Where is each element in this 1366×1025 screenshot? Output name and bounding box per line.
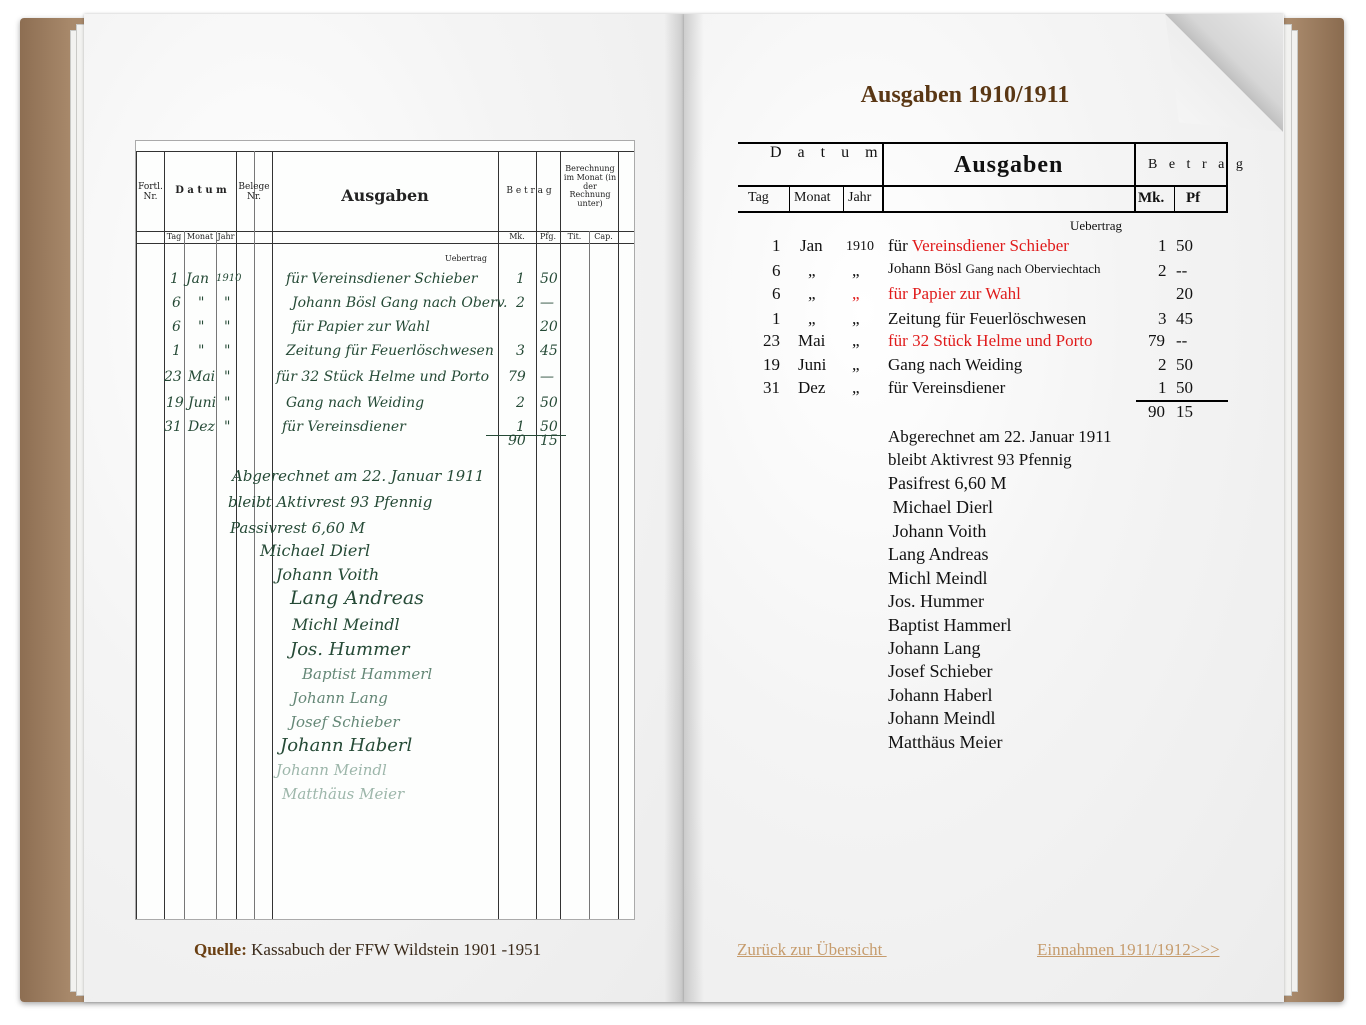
- scan-row-jahr: ": [224, 395, 231, 411]
- scan-header-pfg: Pfg.: [539, 232, 556, 241]
- table-cell-monat: Mai: [798, 331, 826, 350]
- scan-header-ausgaben: Ausgaben: [341, 186, 429, 205]
- scan-row-pf: 20: [540, 319, 558, 335]
- table-header-jahr: Jahr: [848, 190, 872, 205]
- scan-row-pf: 45: [540, 343, 558, 359]
- note-line: Matthäus Meier: [888, 732, 1003, 752]
- table-cell-monat: Jan: [800, 236, 823, 255]
- table-header-datum: D a t u m: [770, 144, 884, 161]
- scan-handwriting-line: bleibt Aktivrest 93 Pfennig: [228, 493, 433, 511]
- source-text: Kassabuch der FFW Wildstein 1901 -1951: [251, 940, 542, 959]
- source-caption: [194, 940, 541, 960]
- table-cell-pf: 50: [1176, 355, 1193, 374]
- table-cell-pf: 45: [1176, 309, 1193, 328]
- table-cell-pf: 50: [1176, 378, 1193, 397]
- scan-header-berechnung: Berechnung im Monat (in der Rechnung unter): [563, 164, 617, 209]
- scan-uebertrag: Uebertrag: [444, 254, 488, 263]
- scan-header-mk: Mk.: [509, 232, 525, 241]
- table-cell-text-small: Gang nach Oberviechtach: [965, 261, 1101, 276]
- table-header-monat: Monat: [794, 190, 831, 205]
- table-cell-jahr: „: [852, 378, 860, 397]
- note-line: Johann Voith: [888, 521, 987, 541]
- note-line: Michl Meindl: [888, 568, 988, 588]
- table-cell-text-red: für Papier zur Wahl: [888, 284, 1021, 303]
- table-total-mk: 90: [1148, 402, 1165, 421]
- table-row: [0, 309, 1366, 331]
- scan-header-tag: Tag: [166, 232, 182, 241]
- table-cell-tag: 6: [772, 261, 781, 280]
- scan-row-text: Zeitung für Feuerlöschwesen: [286, 343, 494, 359]
- table-cell-mk: 2: [1158, 355, 1167, 374]
- scan-row-pf: 50: [540, 395, 558, 411]
- table-cell-text: Gang nach Weiding: [888, 355, 1023, 374]
- scan-row-mk: 1: [516, 419, 525, 435]
- scan-header-tit: Tit.: [567, 232, 582, 241]
- table-header-pf: Pf: [1186, 190, 1201, 206]
- scan-row-text: für Vereinsdiener: [282, 419, 406, 435]
- scan-header-datum: D a t u m: [175, 185, 227, 196]
- scan-row-tag: 6: [172, 319, 181, 335]
- scan-row-monat: Dez: [188, 419, 215, 435]
- back-to-overview-link[interactable]: Zurück zur Übersicht: [737, 940, 887, 959]
- scan-row-jahr: ": [224, 419, 231, 435]
- table-cell-tag: 31: [763, 378, 780, 397]
- note-line: Lang Andreas: [888, 544, 989, 564]
- scan-row-pf: 50: [540, 271, 558, 287]
- table-cell-monat: „: [808, 284, 816, 303]
- scan-row-pf: —: [540, 369, 554, 385]
- scan-handwriting-line: Michael Dierl: [260, 541, 371, 560]
- note-line: Johann Haberl: [888, 685, 993, 705]
- scan-row-pf: 50: [540, 419, 558, 435]
- table-header-tag: Tag: [748, 190, 769, 205]
- scan-row-text: für Vereinsdiener Schieber: [286, 271, 478, 287]
- scan-row-monat: ": [198, 319, 205, 335]
- scan-header-fortl: Fortl. Nr.: [138, 182, 163, 202]
- scan-header-monat: Monat: [186, 232, 214, 241]
- scan-row-mk: 1: [516, 271, 525, 287]
- table-row: [0, 331, 1366, 353]
- note-line: Michael Dierl: [888, 497, 993, 517]
- scan-row-monat: Jan: [186, 271, 209, 287]
- table-cell-mk: 1: [1158, 236, 1167, 255]
- scan-handwriting-line: Michl Meindl: [292, 615, 400, 634]
- scan-row-text: für Papier zur Wahl: [292, 319, 430, 335]
- scan-handwriting-line: Passivrest 6,60 M: [230, 519, 366, 537]
- scan-total-pf: 15: [540, 433, 558, 449]
- table-cell-text: [888, 236, 1069, 256]
- scan-handwriting-line: Johann Haberl: [280, 735, 413, 756]
- table-total-pf: 15: [1176, 402, 1193, 421]
- scan-handwriting-line: Matthäus Meier: [282, 785, 405, 803]
- table-cell-mk: 2: [1158, 261, 1167, 280]
- table-row: [0, 236, 1366, 258]
- table-cell-text-red: für 32 Stück Helme und Porto: [888, 331, 1093, 350]
- scan-row-mk: 3: [516, 343, 525, 359]
- table-cell-jahr: „: [852, 284, 860, 303]
- table-cell-jahr: „: [852, 261, 860, 280]
- table-cell-mk: 79: [1148, 331, 1165, 350]
- scan-total-mk: 90: [508, 433, 526, 449]
- table-cell-tag: 1: [772, 236, 781, 255]
- scan-row-jahr: 1910: [216, 273, 242, 284]
- note-line: Jos. Hummer: [888, 591, 984, 611]
- note-line: Abgerechnet am 22. Januar 1911: [888, 427, 1112, 446]
- scan-handwriting-line: Josef Schieber: [290, 713, 400, 731]
- table-row: [0, 284, 1366, 306]
- scan-handwriting-line: Johann Voith: [276, 565, 380, 584]
- scan-row-tag: 6: [172, 295, 181, 311]
- scan-row-mk: 2: [516, 395, 525, 411]
- table-cell-tag: 19: [763, 355, 780, 374]
- scan-header-cap: Cap.: [594, 232, 613, 241]
- scan-row-text: Johann Bösl Gang nach Oberv.: [292, 295, 508, 311]
- page-title: Ausgaben 1910/1911: [860, 82, 1070, 108]
- scan-row-tag: 1: [170, 271, 179, 287]
- table-row: [0, 355, 1366, 377]
- scan-handwriting-line: Johann Meindl: [276, 761, 387, 779]
- table-cell-jahr: „: [852, 355, 860, 374]
- scan-row-tag: 19: [166, 395, 184, 411]
- table-cell-text-plain: Johann Bösl: [888, 261, 966, 277]
- next-page-link[interactable]: Einnahmen 1911/1912>>>: [1037, 940, 1220, 959]
- scan-header-belege: Belege Nr.: [238, 182, 270, 202]
- scan-handwriting-line: Abgerechnet am 22. Januar 1911: [232, 467, 485, 485]
- table-cell-tag: 23: [763, 331, 780, 350]
- table-uebertrag-label: Uebertrag: [1070, 218, 1122, 233]
- table-cell-pf: 20: [1176, 284, 1193, 303]
- scan-header-jahr: Jahr: [217, 232, 235, 241]
- scan-row-mk: 79: [508, 369, 526, 385]
- table-header-mk: Mk.: [1138, 190, 1165, 206]
- table-cell-monat: „: [808, 309, 816, 328]
- table-row: [0, 378, 1366, 400]
- source-label: Quelle:: [194, 940, 247, 959]
- table-total-row: [0, 402, 1366, 424]
- scan-row-monat: Juni: [188, 395, 217, 411]
- scan-row-monat: ": [198, 343, 205, 359]
- table-cell-tag: 6: [772, 284, 781, 303]
- table-header-betrag: B e t r a g: [1148, 157, 1247, 172]
- table-cell-jahr: „: [852, 331, 860, 350]
- table-cell-mk: 1: [1158, 378, 1167, 397]
- table-cell-monat: „: [808, 261, 816, 280]
- note-line: Johann Meindl: [888, 708, 996, 728]
- table-cell-pf: --: [1176, 261, 1188, 280]
- scan-row-monat: Mai: [188, 369, 216, 385]
- table-cell-jahr: 1910: [846, 239, 874, 254]
- scan-row-monat: ": [198, 295, 205, 311]
- scan-row-tag: 31: [164, 419, 182, 435]
- scan-handwriting-line: Baptist Hammerl: [302, 665, 433, 683]
- scan-handwriting-line: Jos. Hummer: [290, 639, 410, 660]
- table-cell-text-red: Vereinsdiener Schieber: [911, 236, 1069, 255]
- table-cell-text: für Vereinsdiener: [888, 378, 1006, 397]
- table-cell-text: Zeitung für Feuerlöschwesen: [888, 309, 1087, 328]
- scan-row-jahr: ": [224, 343, 231, 359]
- table-cell-monat: Dez: [798, 378, 826, 397]
- scan-row-mk: 2: [516, 295, 525, 311]
- scan-row-pf: —: [540, 295, 554, 311]
- note-line: Johann Lang: [888, 638, 981, 658]
- scan-row-text: für 32 Stück Helme und Porto: [276, 369, 490, 385]
- scan-row-jahr: ": [224, 369, 231, 385]
- note-line: Josef Schieber: [888, 661, 993, 681]
- scan-handwriting-line: Johann Lang: [292, 689, 388, 707]
- note-line: Baptist Hammerl: [888, 615, 1012, 635]
- scan-row-tag: 1: [172, 343, 181, 359]
- table-header-ausgaben: Ausgaben: [954, 152, 1064, 178]
- scan-row-text: Gang nach Weiding: [286, 395, 425, 411]
- table-cell-pf: --: [1176, 331, 1188, 350]
- note-line: bleibt Aktivrest 93 Pfennig: [888, 450, 1072, 469]
- table-cell-tag: 1: [772, 309, 781, 328]
- scan-header-betrag: B e t r a g: [506, 186, 552, 196]
- table-row: [0, 261, 1366, 283]
- table-cell-monat: Juni: [798, 355, 827, 374]
- scan-row-jahr: ": [224, 295, 231, 311]
- scan-row-tag: 23: [164, 369, 182, 385]
- table-cell-text-plain: für: [888, 236, 912, 255]
- table-cell-mk: 3: [1158, 309, 1167, 328]
- scan-row-jahr: ": [224, 319, 231, 335]
- table-cell-pf: 50: [1176, 236, 1193, 255]
- table-cell-text: [888, 261, 1101, 278]
- table-cell-jahr: „: [852, 309, 860, 328]
- note-line: Pasifrest 6,60 M: [888, 473, 1007, 493]
- scan-handwriting-line: Lang Andreas: [290, 587, 424, 609]
